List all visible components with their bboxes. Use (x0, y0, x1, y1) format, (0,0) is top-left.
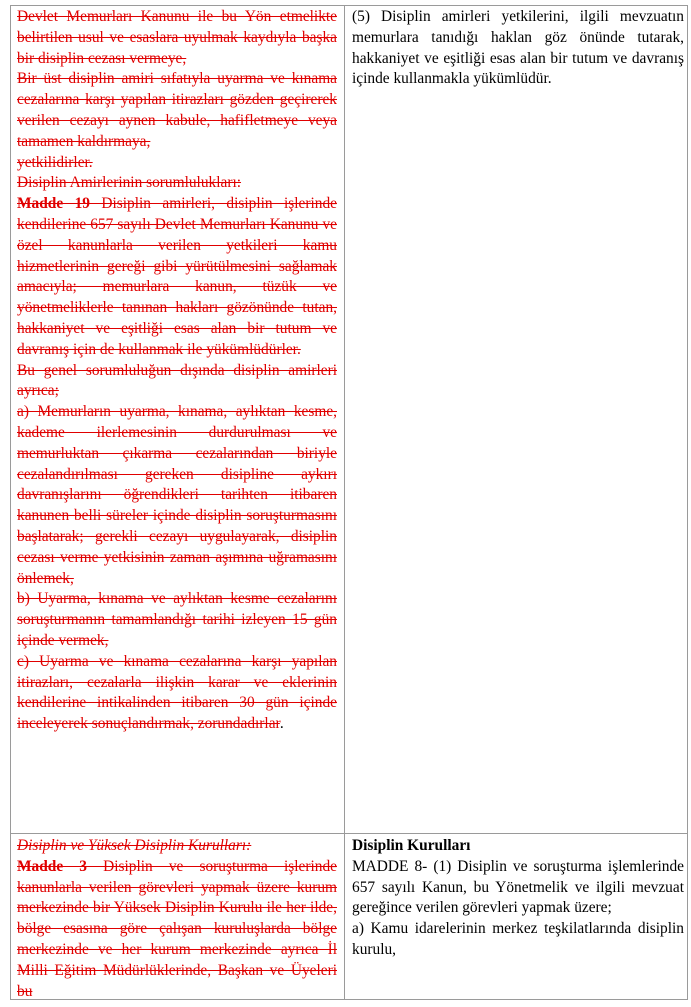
new-text-cell-top (352, 7, 684, 831)
new-article-8-item-a: a) Kamu idarelerinin merkez teşkilatlarında disiplin kurulu, (352, 920, 684, 958)
row-divider (11, 833, 687, 834)
old-article-3-label: Madde 3 (17, 857, 87, 875)
old-paragraph-2: Bir üst disiplin amiri sıfatıyla uyarma ve kınama cezalarına karşı yapılan itirazları gözden geçirerek verilen cezayı aynen kabule, hafifletmeye veya tamamen kaldırmaya, (17, 70, 337, 150)
old-text-cell-bottom (17, 836, 337, 1000)
comparison-table (10, 5, 688, 1000)
old-paragraph-4: Bu genel sorumluluğun dışında disiplin amirleri ayrıca; (17, 361, 337, 400)
old-text-cell-top (17, 7, 337, 831)
old-item-b: b) Uyarma, kınama ve aylıktan kesme cezalarını soruşturmanın tamamlandığı tarihi izleyen 15 gün içinde vermek, (17, 590, 337, 649)
old-paragraph-3: yetkilidirler. (17, 153, 93, 171)
old-paragraph-1: Devlet Memurları Kanunu ile bu Yön etmelikte belirtilen usul ve esaslara uyulmak kaydıyla başka bir disiplin cezası vermeye, (17, 8, 337, 67)
new-paragraph-5: (5) Disiplin amirleri yetkilerini, ilgili mevzuatın memurlara tanıdığı haklan göz önünde tutarak, hakkaniyet ve eşitliği esas alan bir tutum ve davranış içinde kullanmakla yükümlüdür. (352, 8, 684, 88)
old-item-a: a) Memurların uyarma, kınama, aylıktan kesme, kademe ilerlemesinin durdurulması ve memurluktan çıkarma cezalarından biriyle cezalandırılması gereken disipline aykırı davranışlarını öğrendikleri tarihten itibaren kanunen belli süreler içinde disiplin soruşturmasını başlatarak; gerekli cezayı uygulayarak, disiplin cezası verme yetkisinin zaman aşımına uğramasını önlemek, (17, 403, 337, 587)
old-committee-heading: Disiplin ve Yüksek Disiplin Kurulları: (17, 837, 252, 854)
old-article-3-text: Disiplin ve soruşturma işlerinde kanunlarla verilen görevleri yapmak üzere kurum merkezinde bir Yüksek Disiplin Kurulu ile her ilde, bölge esasına göre çalışan kuruluşlarda bölge merkezinde ve her kurum merkezinde ayrıca İl Milli Eğitim Müdürlüklerinde, Başkan ve Üyeleri bu (17, 857, 337, 1000)
old-article-label: Madde 19 (17, 195, 90, 213)
column-divider (344, 6, 345, 999)
new-committee-heading: Disiplin Kurulları (352, 837, 471, 854)
new-text-cell-bottom (352, 836, 684, 1000)
old-section-heading: Disiplin Amirlerinin sorumlulukları: (17, 174, 242, 192)
old-article-text: Disiplin amirleri, disiplin işlerinde kendilerine 657 sayılı Devlet Memurları Kanunu ve özel kanunlarla verilen yetkileri kamu hizmetlerinin gereği gibi yürütülmesini sağlamak amacıyla; memurlara kanun, tüzük ve yönetmeliklerle tanınan hakları gözönünde tutan, hakkaniyet ve eşitliği esas alan bir tutum ve davranış için de kullanmak ile yükümlüdürler. (17, 195, 337, 358)
old-item-c-period: . (279, 715, 284, 733)
new-article-8-text: MADDE 8- (1) Disiplin ve soruşturma işlemlerinde 657 sayılı Kanun, bu Yönetmelik ve ilgili mevzuat gereğince verilen görevleri yapmak üzere; (352, 857, 684, 917)
old-item-c: c) Uyarma ve kınama cezalarına karşı yapılan itirazları, cezalarla ilişkin karar ve eklerinin kendilerine intikalinden itibaren 30 gün içinde inceleyerek sonuçlandırmak, zorundadırlar (17, 652, 337, 733)
